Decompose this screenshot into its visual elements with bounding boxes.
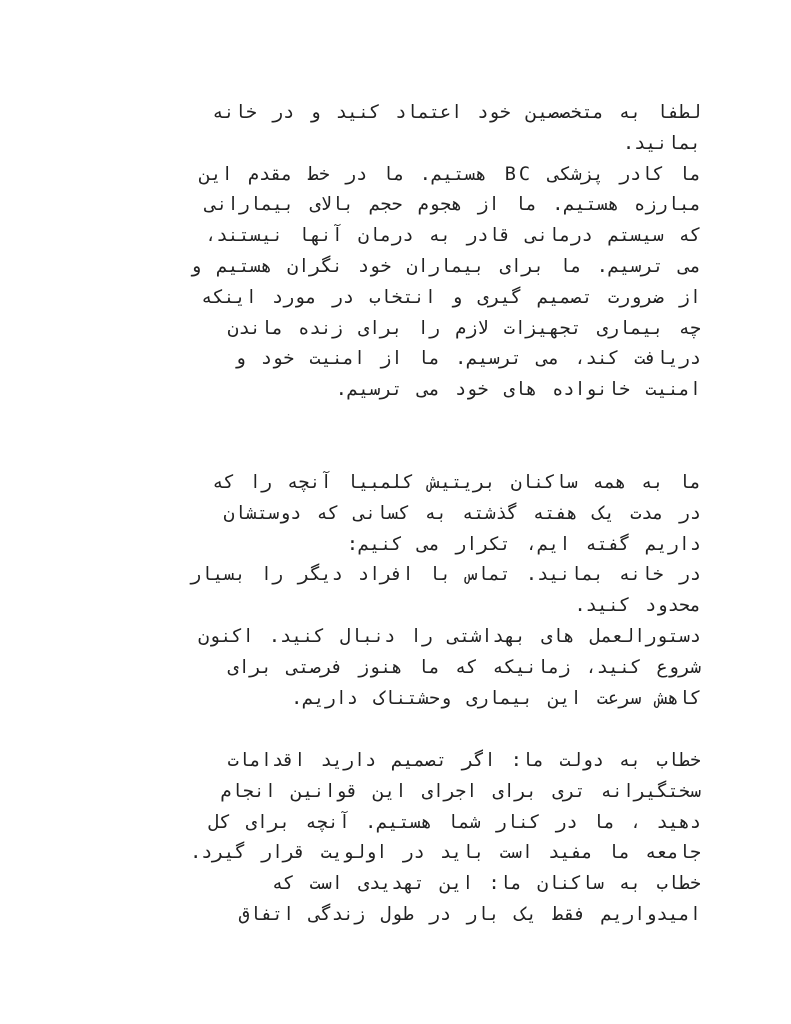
text-line: که سیستم درمانی قادر به درمان آنها نیستند،	[205, 225, 701, 247]
paragraph-government	[101, 746, 701, 931]
text-line: ما کادر پزشکی BC هستیم. ما در خط مقدم این	[199, 163, 701, 185]
text-line: دهید ، ما در کنار شما هستیم. آنچه برای کل	[208, 811, 701, 833]
text-line: محدود کنید.	[574, 595, 701, 617]
text-line: دریافت کند، می ترسیم. ما از امنیت خود و	[234, 348, 701, 370]
text-line: از ضرورت تصمیم گیری و انتخاب در مورد اینکه	[201, 286, 701, 308]
paragraph-residents	[101, 468, 701, 714]
text-line: می ترسیم. ما برای بیماران خود نگران هستیم و	[190, 255, 701, 277]
text-line: داریم گفته ایم، تکرار می کنیم:	[346, 533, 701, 555]
text-line: امیدواریم فقط یک بار در طول زندگی اتفاق	[238, 903, 701, 925]
text-line: بمانید.	[623, 132, 701, 154]
text-line: خطاب به دولت ما: اگر تصمیم دارید اقدامات	[227, 750, 701, 771]
text-line: مبارزه هستیم. ما از هجوم حجم بالای بیمارانی	[205, 194, 701, 216]
text-line: چه بیماری تجهیزات لازم را برای زنده ماندن	[227, 317, 701, 339]
text-line: لطفا به متخصصین خود اعتماد کنید و در خانه	[212, 102, 701, 123]
text-line: شروع کنید، زمانیکه که ما هنوز فرصتی برای	[227, 656, 701, 678]
text-line: امنیت خانواده های خود می ترسیم.	[335, 379, 701, 401]
text-line: خطاب به ساکنان ما: این تهدیدی است که	[272, 873, 701, 895]
text-line: سختگیرانه تری برای اجرای این قوانین انجام	[220, 780, 701, 802]
text-line: جامعه ما مفید است باید در اولویت قرار گیرد.	[190, 842, 701, 864]
text-line: ما به همه ساکنان بریتیش کلمبیا آنچه را که	[212, 472, 701, 493]
text-line: کاهش سرعت این بیماری وحشتناک داریم.	[291, 687, 701, 709]
text-line: در مدت یک هفته گذشته به کسانی که دوستشان	[223, 502, 701, 524]
paragraph-appeal	[101, 98, 701, 406]
text-line: در خانه بمانید. تماس با افراد دیگر را بسیار	[190, 564, 701, 586]
text-line: دستورالعمل های بهداشتی را دنبال کنید. اکنون	[198, 625, 701, 647]
